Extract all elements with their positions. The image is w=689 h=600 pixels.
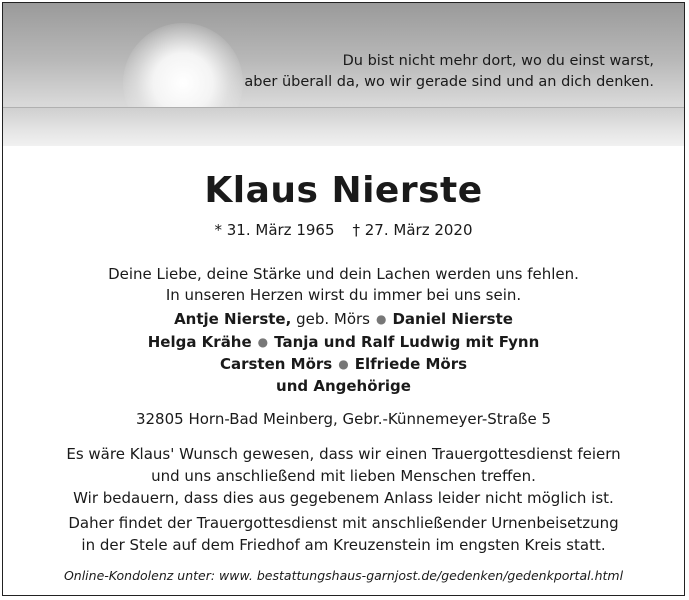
online-condolence: Online-Kondolenz unter: www. bestattungshaus-garnjost.de/gedenken/gedenkportal.html — [63, 568, 624, 583]
sunset-sea-image — [3, 3, 684, 146]
notice-line-2: und uns anschließend mit lieben Menschen treffen. — [151, 467, 536, 485]
notice-line-3: Wir bedauern, dass dies aus gegebenem Anlass leider nicht möglich ist. — [73, 489, 614, 507]
sea-horizon — [3, 107, 684, 146]
separator-dot: ● — [375, 312, 387, 326]
mourner-daniel: Daniel Nierste — [392, 310, 513, 328]
separator-dot: ● — [257, 335, 269, 349]
life-dates — [3, 221, 684, 239]
notice-line-1: Es wäre Klaus' Wunsch gewesen, dass wir einen Trauergottesdienst feiern — [66, 445, 621, 463]
notice-line-5: in der Stele auf dem Friedhof am Kreuzenstein im engsten Kreis statt. — [81, 536, 606, 554]
mourners-row-1 — [3, 309, 684, 329]
quote-line-2: aber überall da, wo wir gerade sind und an dich denken. — [244, 74, 654, 90]
mourner-helga: Helga Krähe — [147, 333, 252, 351]
death-date: † 27. März 2020 — [352, 221, 473, 239]
deceased-name: Klaus Nierste — [204, 170, 483, 211]
mourner-carsten: Carsten Mörs — [219, 355, 333, 373]
mourner-antje: Antje Nierste, — [174, 310, 292, 328]
memorial-quote — [244, 51, 654, 93]
notice-line-4: Daher findet der Trauergottesdienst mit anschließender Urnenbeisetzung — [68, 514, 619, 532]
mourners-row-3 — [3, 354, 684, 374]
mourner-elfriede: Elfriede Mörs — [354, 355, 468, 373]
address: 32805 Horn-Bad Meinberg, Gebr.-Künnemeyer-Straße 5 — [135, 410, 552, 428]
birth-date: * 31. März 1965 — [214, 221, 335, 239]
mourners-row-2 — [3, 332, 684, 352]
separator-dot: ● — [338, 357, 349, 371]
mourner-antje-maiden: geb. Mörs — [291, 310, 370, 328]
mourner-tanja-ralf: Tanja und Ralf Ludwig mit Fynn — [274, 333, 540, 351]
farewell-line-2: In unseren Herzen wirst du immer bei uns sein. — [165, 286, 522, 304]
obituary-frame — [2, 2, 685, 596]
quote-line-1: Du bist nicht mehr dort, wo du einst warst, — [342, 53, 654, 69]
mourners-row-4: und Angehörige — [276, 377, 411, 395]
farewell-line-1: Deine Liebe, deine Stärke und dein Lachen werden uns fehlen. — [108, 265, 579, 283]
